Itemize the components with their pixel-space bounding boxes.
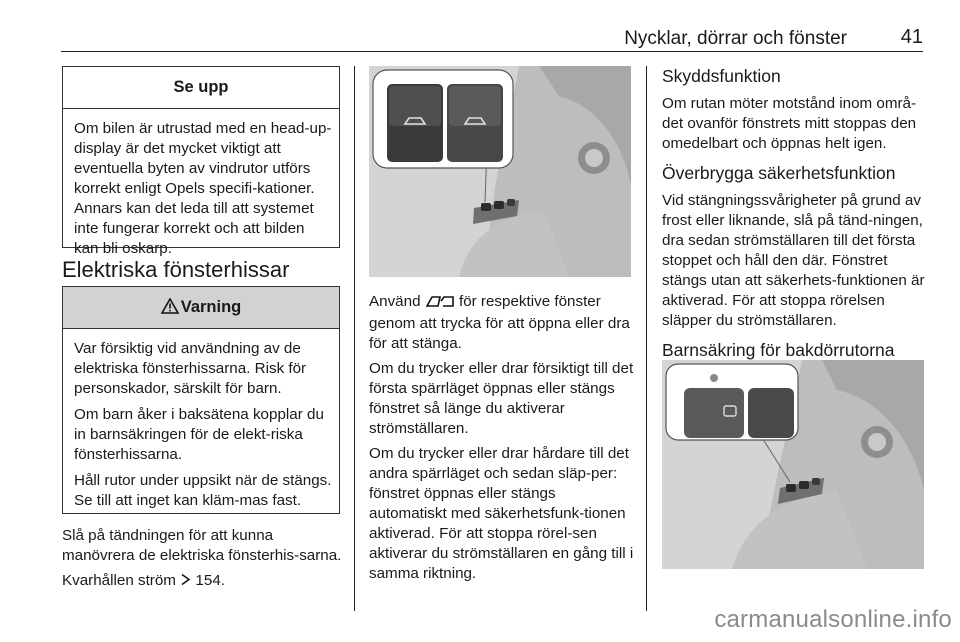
right-body	[662, 66, 926, 361]
override-heading: Överbrygga säkerhetsfunktion	[662, 163, 896, 183]
retained-power-text: Kvarhållen ström	[62, 572, 176, 589]
caution-text: Om bilen är utrustad med en head-up-display är det mycket viktigt att eventuella byten av vindrutor utförs korrekt enligt Opels specifi-kationer. Annars kan det leda till att systemet inte fungerar korrekt och att bilden kan bli oskarp.	[74, 120, 332, 257]
retained-power-paragraph	[62, 571, 342, 592]
watermark: carmanualsonline.info	[714, 606, 952, 633]
chapter-title: Nycklar, dörrar och fönster	[624, 28, 847, 49]
page-ref-icon	[180, 572, 191, 592]
warning-body	[63, 329, 339, 511]
window-switch-figure	[369, 66, 631, 277]
caution-box	[62, 66, 340, 257]
override-paragraph: Vid stängningssvårigheter på grund av frost eller liknande, slå på tänd-ningen, dra sedan strömställaren till det första stoppet och håll den där. Fönstret stängs utan att säkerhets-funktionen är aktiverad. För att stoppa rörelsen släpper du strömställaren.	[662, 192, 925, 329]
column-divider-1	[354, 66, 355, 611]
caution-title: Se upp	[63, 67, 339, 109]
warning-triangle-icon	[161, 289, 179, 329]
use-switch-paragraph	[369, 292, 635, 354]
warning-title: Varning	[180, 298, 242, 316]
ignition-paragraph: Slå på tändningen för att kunna manövrera de elektriska fönsterhis-sarna.	[62, 527, 342, 564]
middle-body	[369, 292, 635, 584]
warning-header	[63, 287, 339, 329]
column-divider-2	[646, 66, 647, 611]
page-header	[61, 22, 923, 52]
caution-body	[63, 109, 339, 259]
child-lock-heading: Barnsäkring för bakdörrutorna	[662, 340, 895, 360]
second-detent-paragraph: Om du trycker eller drar hårdare till det andra spärrläget och sedan släp-per: fönstret öppnas eller stängs automatiskt med säkerhetsfunk-tionen aktiverad. För att stoppa rörel-sen aktiverar du strömställaren en gång till i samma riktning.	[369, 445, 634, 582]
use-switch-post: för respektive fönster genom att trycka för att öppna eller dra för att stänga.	[369, 293, 630, 352]
protection-heading: Skyddsfunktion	[662, 66, 781, 86]
section-title: Elektriska fönsterhissar	[62, 257, 290, 282]
warning-paragraph: Var försiktig vid användning av de elektriska fönsterhissarna. Risk för personskador, särskilt för barn.	[74, 340, 307, 397]
window-switch-icon	[425, 294, 455, 314]
first-detent-paragraph: Om du trycker eller drar försiktigt till det första spärrläget öppnas eller stängs fönstret så länge du aktiverar strömställaren.	[369, 360, 634, 437]
page-ref-number[interactable]: 154.	[195, 572, 225, 589]
use-switch-pre: Använd	[369, 293, 421, 310]
warning-paragraph: Om barn åker i baksätena kopplar du in barnsäkringen för de elekt-riska fönsterhissarna.	[74, 406, 324, 463]
page-number: 41	[900, 26, 923, 48]
protection-paragraph: Om rutan möter motstånd inom områ-det ovanför fönstrets mitt stoppas den omedelbart och öppnas helt igen.	[662, 95, 917, 152]
warning-paragraph: Håll rutor under uppsikt när de stängs. Se till att inget kan kläm-mas fast.	[74, 472, 332, 509]
left-body	[62, 526, 342, 592]
child-lock-figure	[662, 360, 924, 569]
warning-box	[62, 286, 340, 514]
